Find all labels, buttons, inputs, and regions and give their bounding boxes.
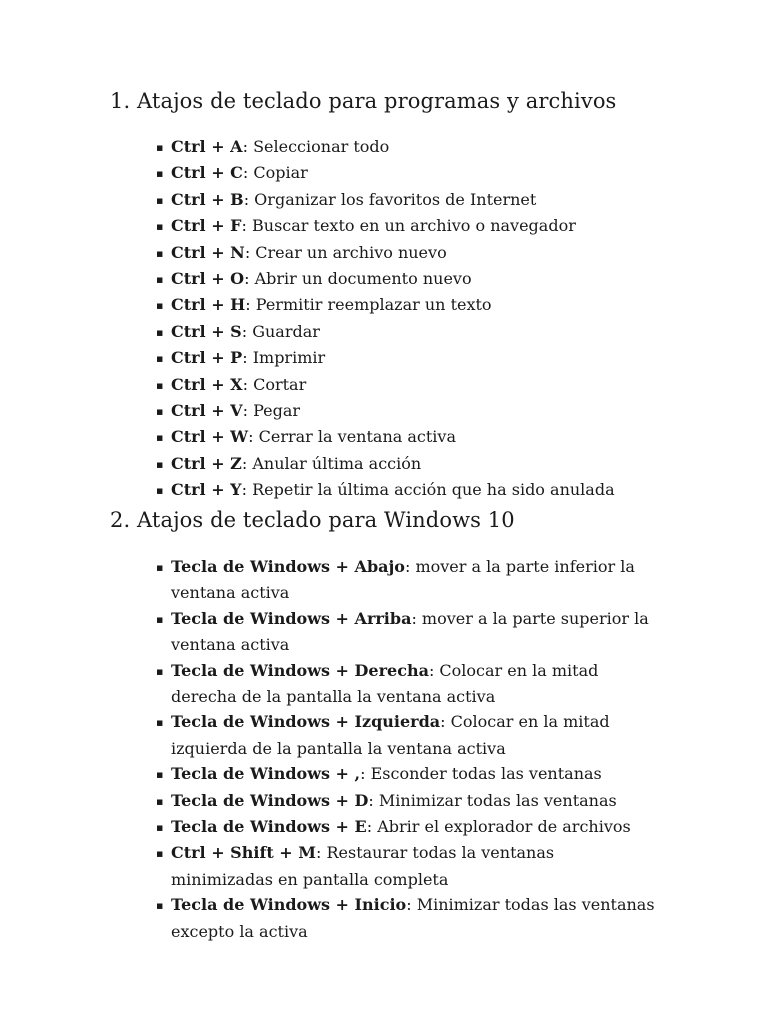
square-bullet-icon: ▪	[156, 299, 164, 313]
shortcut-description: mover a la parte inferior la ventana activa	[171, 557, 635, 603]
shortcut-item	[150, 451, 660, 477]
shortcut-description: Buscar texto en un archivo o navegador	[246, 216, 576, 236]
shortcut-separator: :	[411, 608, 417, 628]
shortcut-description: Colocar en la mitad derecha de la pantalla la ventana activa	[171, 660, 599, 707]
shortcut-description: Anular última acción	[247, 453, 422, 473]
shortcut-description: Cerrar la ventana activa	[253, 427, 456, 447]
shortcut-separator: :	[241, 216, 247, 236]
shortcut-separator: :	[244, 242, 251, 262]
shortcut-separator: :	[244, 269, 250, 289]
square-bullet-icon: ▪	[156, 716, 164, 730]
shortcut-description: Colocar en la mitad izquierda de la pantalla la ventana activa	[171, 712, 610, 758]
section-title-programas: 1. Atajos de teclado para programas y archivos	[110, 89, 617, 113]
shortcut-item	[150, 761, 660, 787]
shortcut-item	[150, 345, 660, 371]
shortcut-description: Seleccionar todo	[247, 137, 390, 156]
square-bullet-icon: ▪	[156, 405, 164, 419]
shortcut-separator: :	[242, 401, 248, 421]
shortcut-keys: Ctrl + A	[171, 137, 243, 156]
square-bullet-icon: ▪	[156, 457, 164, 471]
square-bullet-icon: ▪	[156, 612, 164, 626]
square-bullet-icon: ▪	[156, 794, 164, 808]
shortcut-separator: :	[242, 137, 248, 156]
shortcut-description: Permitir reemplazar un texto	[250, 295, 492, 315]
shortcut-description: Crear un archivo nuevo	[250, 242, 447, 262]
shortcut-item	[150, 319, 660, 345]
shortcut-keys: Ctrl + N	[171, 242, 245, 262]
shortcut-keys: Ctrl + F	[171, 216, 242, 236]
shortcut-separator: :	[242, 374, 248, 394]
shortcut-item	[150, 240, 660, 266]
section-title-windows: 2. Atajos de teclado para Windows 10	[110, 508, 515, 532]
shortcut-description: Imprimir	[247, 348, 326, 368]
shortcut-keys: Tecla de Windows + D	[171, 790, 369, 810]
shortcut-item	[150, 709, 660, 761]
shortcut-item	[150, 398, 660, 424]
shortcut-keys: Tecla de Windows + Arriba	[171, 608, 412, 628]
shortcut-separator: :	[428, 660, 435, 680]
shortcut-description: Repetir la última acción que ha sido anulada	[247, 480, 615, 500]
square-bullet-icon: ▪	[156, 378, 164, 392]
shortcut-item	[150, 554, 660, 606]
shortcut-separator: :	[360, 764, 366, 784]
shortcut-description: Minimizar todas las ventanas	[373, 790, 617, 810]
shortcut-separator: :	[404, 557, 411, 576]
square-bullet-icon: ▪	[156, 246, 164, 260]
shortcut-separator: :	[368, 790, 374, 810]
shortcut-description: Cortar	[247, 374, 307, 394]
shortcut-keys: Ctrl + H	[171, 295, 246, 315]
shortcut-keys: Ctrl + P	[171, 348, 243, 368]
shortcut-separator: :	[243, 189, 250, 209]
shortcut-description: Copiar	[248, 163, 308, 183]
shortcut-keys: Tecla de Windows + Izquierda	[171, 712, 441, 732]
shortcut-item	[150, 134, 660, 160]
shortcut-description: Guardar	[247, 321, 320, 341]
shortcut-separator: :	[440, 712, 446, 732]
shortcut-separator: :	[245, 295, 251, 315]
square-bullet-icon: ▪	[156, 193, 164, 207]
shortcut-item	[150, 292, 660, 318]
square-bullet-icon: ▪	[156, 352, 164, 366]
shortcut-item	[150, 213, 660, 239]
shortcut-item	[150, 266, 660, 292]
shortcut-keys: Ctrl + X	[171, 374, 243, 394]
shortcut-description: Esconder todas las ventanas	[365, 764, 602, 784]
shortcut-item	[150, 187, 660, 213]
shortcut-keys: Ctrl + C	[171, 163, 243, 183]
shortcut-separator: :	[241, 480, 247, 500]
shortcut-keys: Ctrl + Z	[171, 453, 242, 473]
shortcut-item	[150, 892, 660, 944]
shortcut-description: Organizar los favoritos de Internet	[249, 189, 537, 209]
square-bullet-icon: ▪	[156, 561, 164, 574]
shortcut-description: Restaurar todas la ventanas minimizadas en pantalla completa	[171, 843, 555, 889]
shortcut-keys: Ctrl + W	[171, 427, 249, 447]
shortcut-list-windows	[150, 554, 660, 944]
shortcut-keys: Ctrl + Shift + M	[171, 843, 316, 863]
square-bullet-icon: ▪	[156, 821, 164, 835]
square-bullet-icon: ▪	[156, 220, 164, 234]
shortcut-keys: Tecla de Windows + E	[171, 817, 367, 837]
shortcut-item	[150, 477, 660, 503]
shortcut-separator: :	[366, 817, 373, 837]
square-bullet-icon: ▪	[156, 899, 164, 913]
square-bullet-icon: ▪	[156, 484, 164, 498]
shortcut-item	[150, 160, 660, 186]
shortcut-keys: Ctrl + Y	[171, 480, 242, 500]
shortcut-separator: :	[242, 348, 248, 368]
shortcut-item	[150, 372, 660, 398]
shortcut-description: Minimizar todas las ventanas excepto la activa	[171, 895, 655, 941]
shortcut-item	[150, 788, 660, 814]
shortcut-separator: :	[242, 163, 249, 183]
shortcut-item	[150, 606, 660, 658]
shortcut-separator: :	[241, 453, 248, 473]
shortcut-description: Abrir el explorador de archivos	[372, 817, 631, 837]
square-bullet-icon: ▪	[156, 273, 164, 287]
shortcut-keys: Tecla de Windows + Derecha	[171, 660, 429, 680]
square-bullet-icon: ▪	[156, 141, 164, 154]
square-bullet-icon: ▪	[156, 167, 164, 181]
shortcut-list-programas	[150, 134, 660, 504]
shortcut-keys: Ctrl + V	[171, 401, 243, 421]
shortcut-separator: :	[241, 321, 248, 341]
shortcut-item	[150, 658, 660, 710]
shortcut-keys: Ctrl + B	[171, 189, 244, 209]
shortcut-keys: Tecla de Windows + ,	[171, 764, 361, 784]
shortcut-keys: Tecla de Windows + Inicio	[171, 895, 407, 915]
shortcut-separator: :	[406, 895, 412, 915]
square-bullet-icon: ▪	[156, 325, 164, 339]
shortcut-description: Abrir un documento nuevo	[249, 269, 472, 289]
shortcut-item	[150, 424, 660, 450]
shortcut-description: Pegar	[247, 401, 301, 421]
shortcut-keys: Ctrl + S	[171, 321, 242, 341]
shortcut-keys: Tecla de Windows + Abajo	[171, 557, 405, 576]
shortcut-separator: :	[248, 427, 254, 447]
square-bullet-icon: ▪	[156, 768, 164, 782]
shortcut-keys: Ctrl + O	[171, 269, 245, 289]
shortcut-item	[150, 814, 660, 840]
square-bullet-icon: ▪	[156, 431, 164, 445]
shortcut-description: mover a la parte superior la ventana activa	[171, 608, 649, 655]
square-bullet-icon: ▪	[156, 664, 164, 678]
square-bullet-icon: ▪	[156, 847, 164, 861]
shortcut-item	[150, 840, 660, 892]
shortcut-separator: :	[315, 843, 322, 863]
